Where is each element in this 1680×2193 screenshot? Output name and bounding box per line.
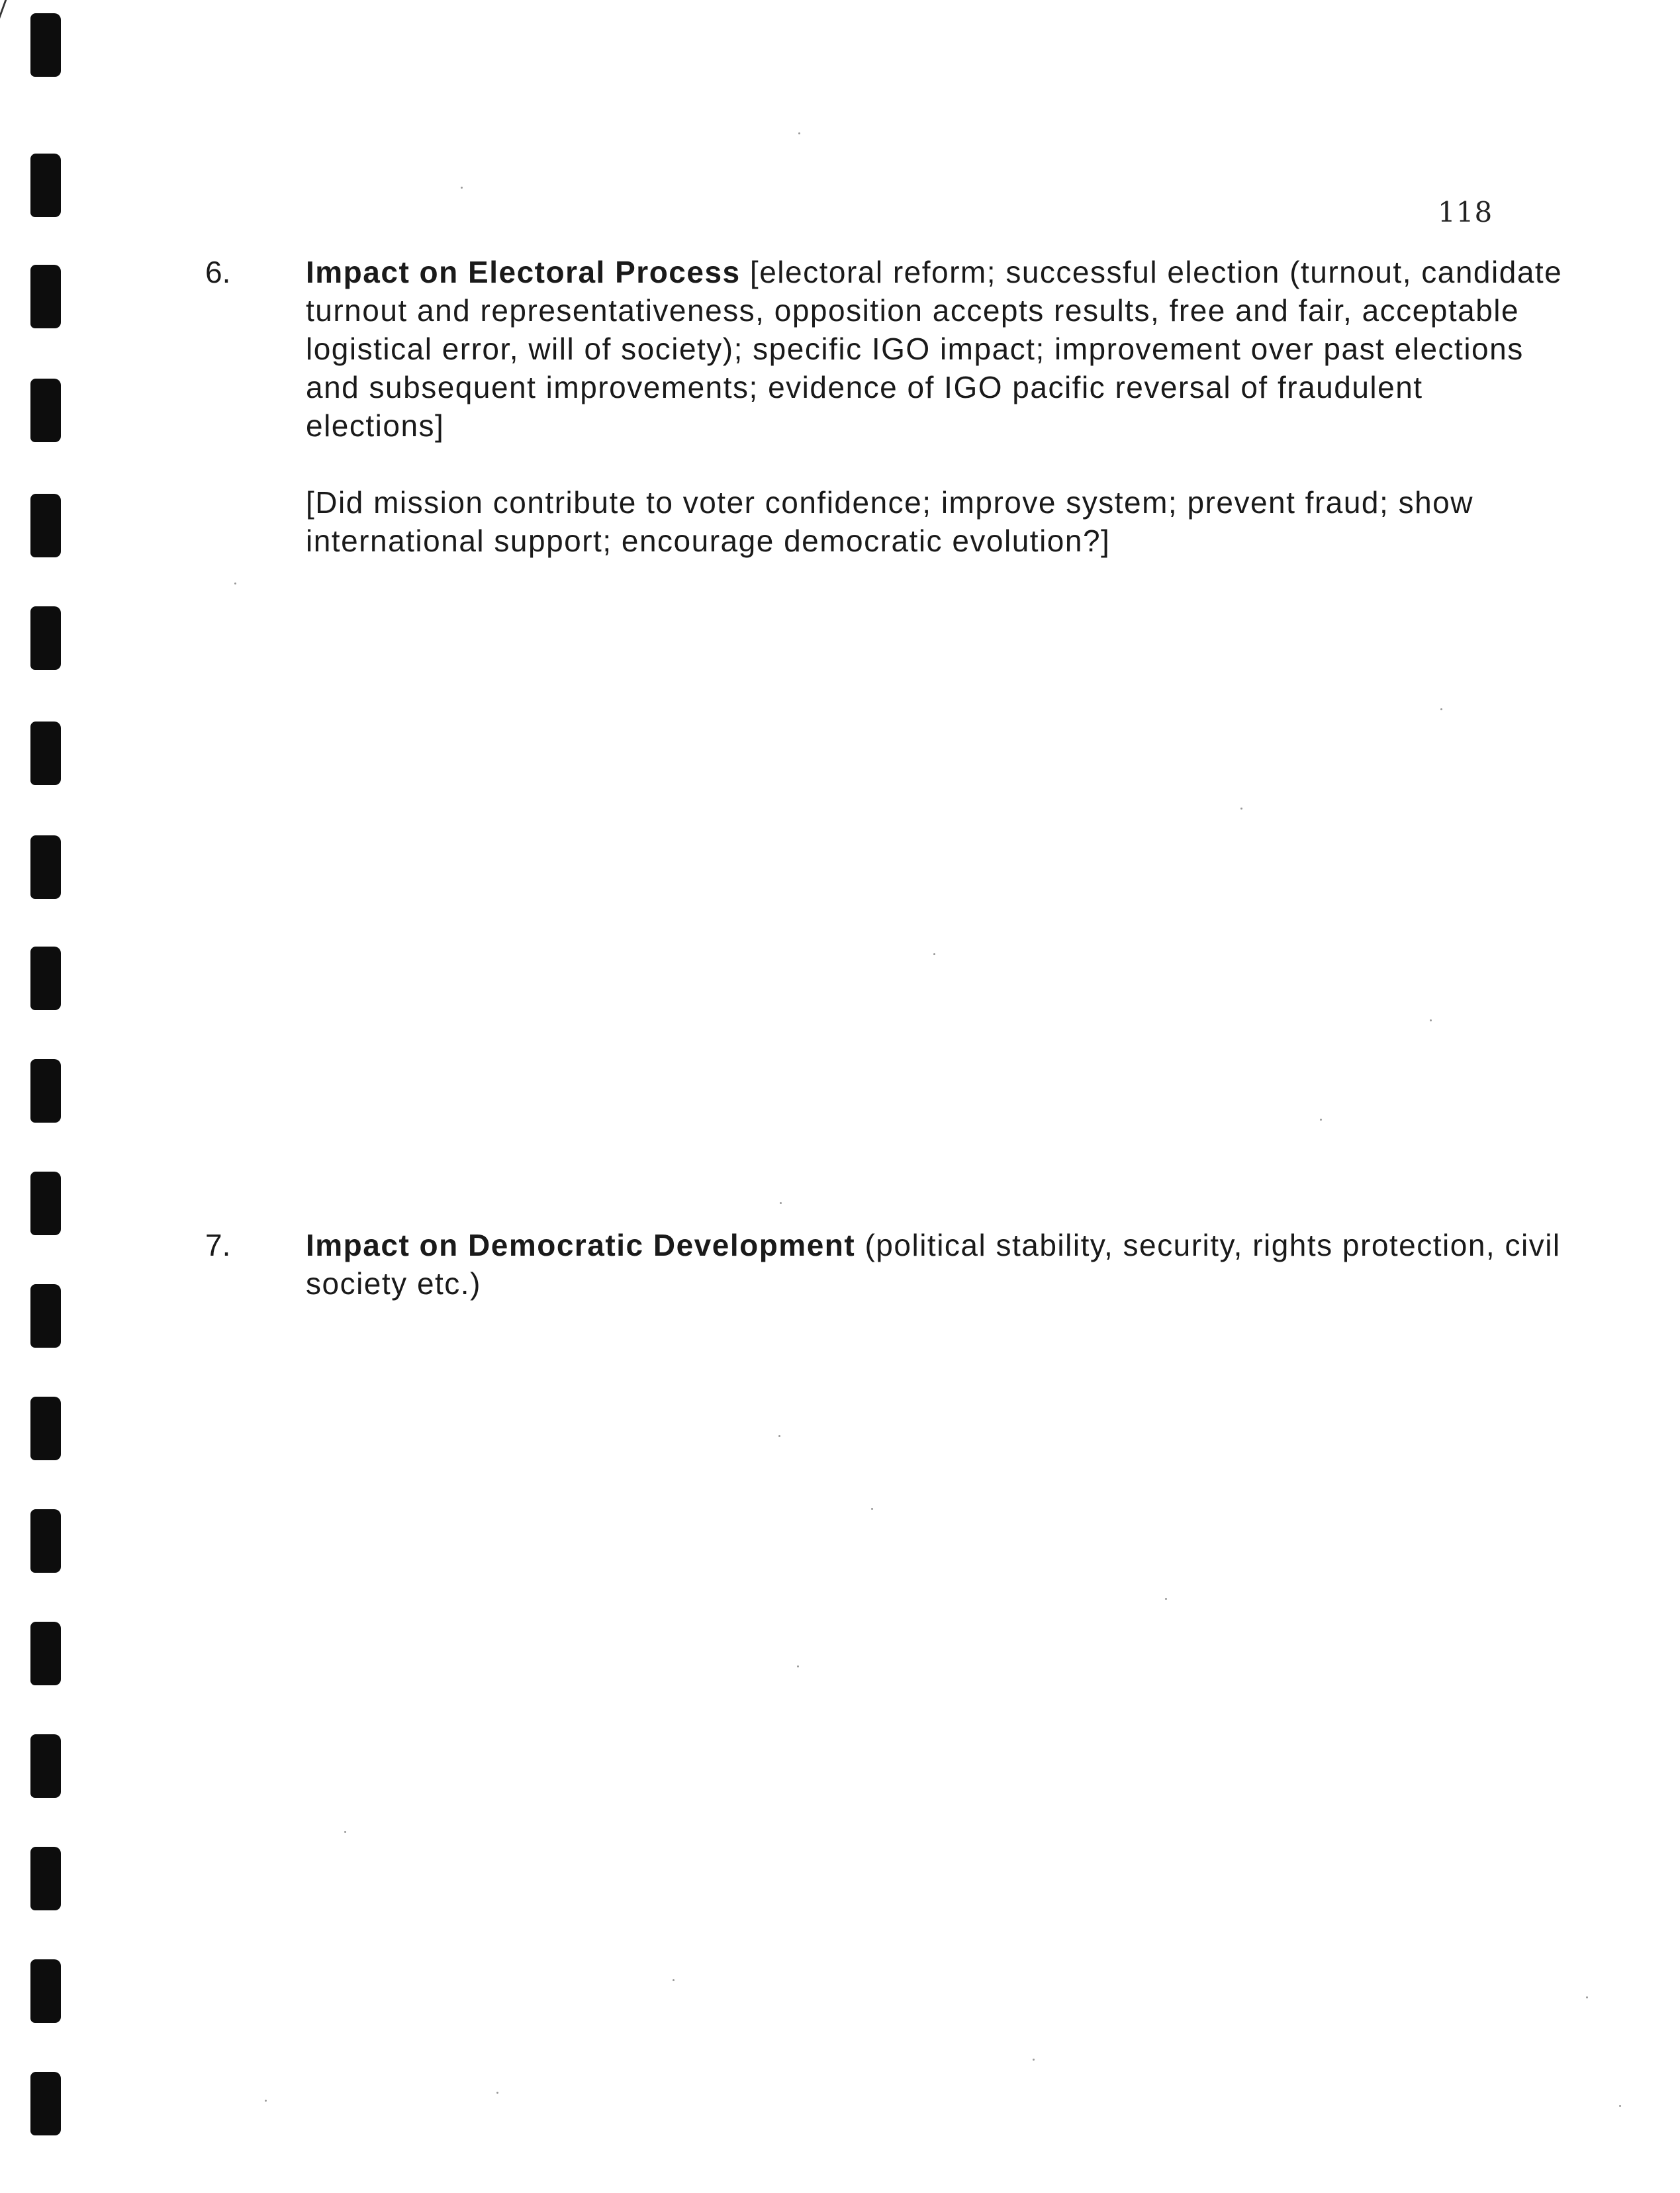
binding-hole	[30, 1734, 61, 1798]
binding-hole	[30, 1397, 61, 1460]
item-body	[306, 1226, 1563, 1303]
corner-scan-mark	[0, 0, 16, 26]
scan-speck	[265, 2100, 267, 2102]
binding-hole	[30, 835, 61, 899]
scan-speck	[933, 953, 935, 955]
binding-hole	[30, 1172, 61, 1235]
scan-speck	[798, 132, 800, 134]
scan-speck	[1619, 2105, 1621, 2107]
binding-hole	[30, 379, 61, 442]
scan-speck	[496, 2092, 498, 2094]
binding-hole	[30, 154, 61, 217]
binding-hole	[30, 1959, 61, 2023]
binding-hole	[30, 947, 61, 1010]
scan-speck	[344, 1831, 346, 1833]
scan-speck	[871, 1508, 873, 1510]
scan-speck	[1440, 708, 1442, 710]
scan-speck	[1240, 808, 1242, 810]
binding-hole	[30, 13, 61, 77]
binding-hole	[30, 1284, 61, 1348]
page-number: 118	[1438, 196, 1493, 228]
item-question: [Did mission contribute to voter confidence; improve system; prevent fraud; show international support; encourage democratic evolution?]	[306, 485, 1473, 558]
scan-speck	[778, 1435, 780, 1437]
item-body	[306, 253, 1563, 560]
scan-speck	[234, 583, 236, 584]
item-number: 7.	[205, 1228, 231, 1262]
binding-hole	[30, 265, 61, 328]
item-number: 6.	[205, 255, 231, 289]
scan-speck	[1586, 1996, 1588, 1998]
binding-hole	[30, 1847, 61, 1910]
binding-hole	[30, 722, 61, 785]
scan-speck	[780, 1202, 782, 1204]
binding-hole	[30, 2072, 61, 2135]
binding-holes	[30, 0, 68, 2193]
item-paragraph	[306, 1226, 1563, 1303]
scan-speck	[1165, 1598, 1167, 1600]
binding-hole	[30, 1622, 61, 1685]
scan-speck	[1430, 1019, 1432, 1021]
binding-hole	[30, 494, 61, 557]
scan-speck	[1320, 1119, 1322, 1121]
item-title: Impact on Democratic Development	[306, 1228, 856, 1262]
item-description: [electoral reform; successful election (turnout, candidate turnout and representativeness, opposition accepts results, free and fair, acceptable logistical error, will of society); specific IGO impact; improvement over past elections and subsequent improvements; evidence of IGO pacific reversal of fraudulent elections]	[306, 255, 1563, 443]
scan-speck	[1033, 2059, 1035, 2061]
scan-speck	[797, 1665, 799, 1667]
binding-hole	[30, 1059, 61, 1123]
scan-speck	[461, 187, 463, 189]
binding-hole	[30, 606, 61, 670]
scan-speck	[673, 1979, 675, 1981]
item-paragraph	[306, 253, 1563, 445]
item-description: (political stability, security, rights protection, civil society etc.)	[306, 1228, 1561, 1301]
binding-hole	[30, 1509, 61, 1573]
item-title: Impact on Electoral Process	[306, 255, 741, 289]
